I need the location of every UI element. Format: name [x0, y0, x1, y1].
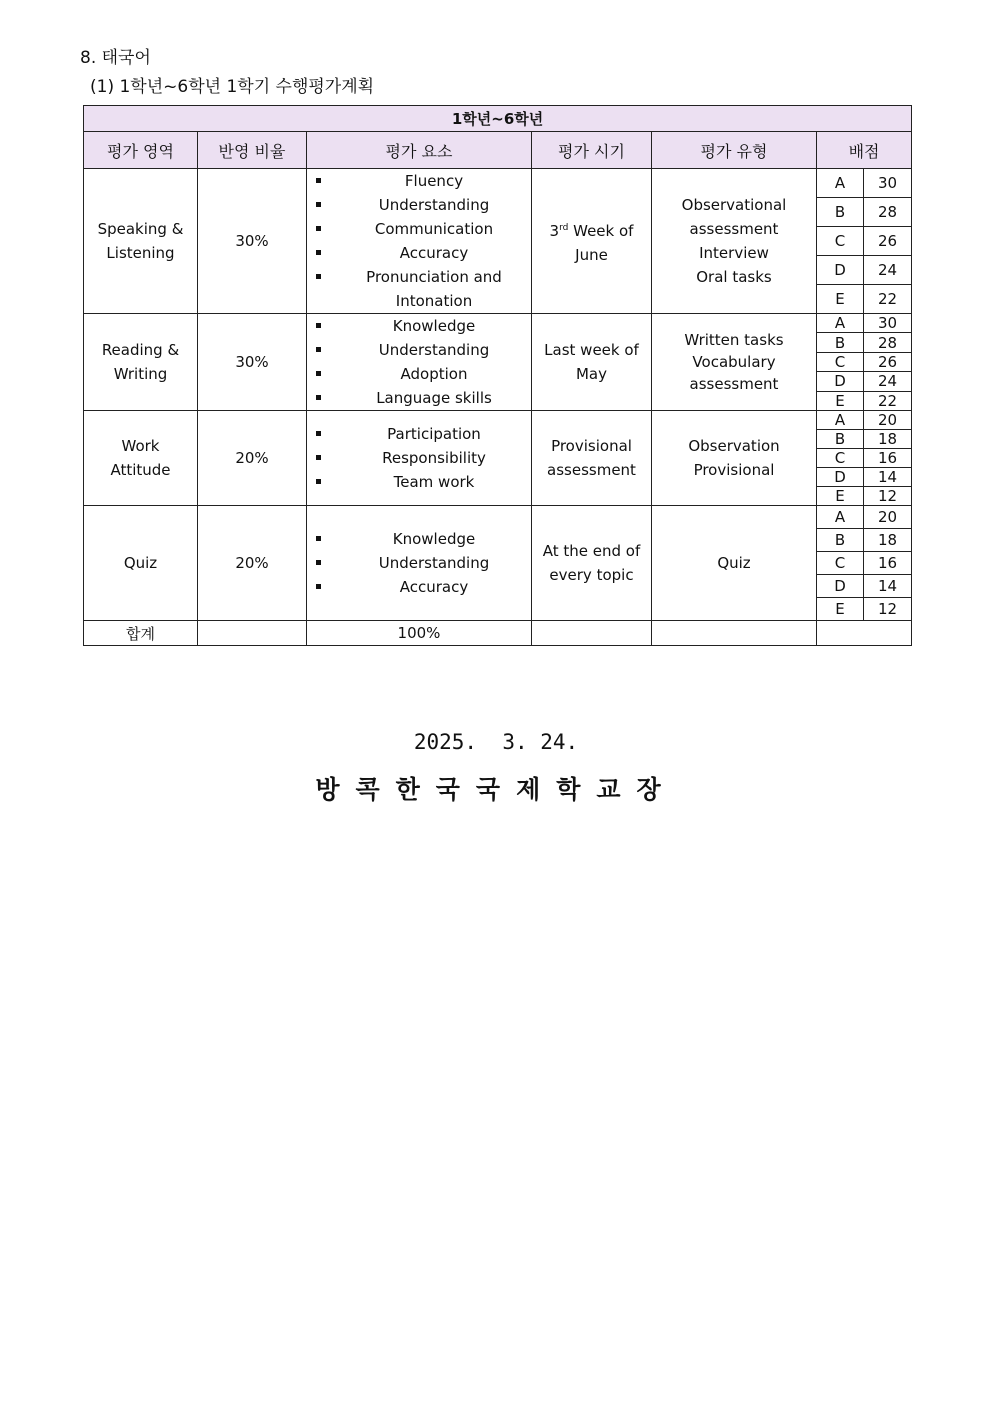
signer-title: 방콕한국국제학교장 — [315, 775, 677, 804]
grade-letter: E — [817, 598, 864, 621]
type-line: Observation — [688, 437, 780, 455]
type-line: assessment — [689, 220, 779, 238]
grade-letter: B — [817, 529, 864, 552]
grade-letter: A — [817, 411, 864, 430]
elements-cell — [307, 506, 532, 621]
grade-letter: E — [817, 285, 864, 314]
type-cell — [652, 314, 817, 411]
element-list — [307, 422, 531, 494]
type-line: Written tasks — [684, 331, 784, 349]
header-ratio: 반영 비율 — [198, 132, 307, 169]
ratio-cell: 20% — [198, 506, 307, 621]
grade-score: 16 — [864, 552, 912, 575]
list-item: Adoption — [337, 362, 531, 386]
list-item: Understanding — [337, 551, 531, 575]
table-row — [84, 314, 912, 333]
element-list — [307, 314, 531, 410]
list-item: Communication — [337, 217, 531, 241]
area-cell: Speaking & Listening — [84, 169, 198, 314]
grade-score: 18 — [864, 529, 912, 552]
period-cell — [532, 169, 652, 314]
total-empty — [532, 621, 652, 646]
grade-score: 24 — [864, 256, 912, 285]
list-item: Responsibility — [337, 446, 531, 470]
area-line: Attitude — [110, 461, 171, 479]
list-item: Participation — [337, 422, 531, 446]
grade-letter: D — [817, 575, 864, 598]
grade-letter: A — [817, 169, 864, 198]
list-item: Fluency — [337, 169, 531, 193]
table-row — [84, 506, 912, 529]
grade-score: 22 — [864, 391, 912, 410]
grade-score: 14 — [864, 575, 912, 598]
period-cell: Provisional assessment — [532, 411, 652, 506]
grade-score: 22 — [864, 285, 912, 314]
grade-letter: C — [817, 449, 864, 468]
table-banner: 1학년~6학년 — [84, 106, 912, 132]
table-row — [84, 169, 912, 198]
list-item: Knowledge — [337, 527, 531, 551]
grade-letter: B — [817, 430, 864, 449]
assessment-plan-table — [83, 105, 912, 646]
period-text: 3 — [549, 221, 560, 240]
area-cell: Quiz — [84, 506, 198, 621]
list-item: Knowledge — [337, 314, 531, 338]
period-ordinal: rd — [559, 222, 569, 233]
list-item: Understanding — [337, 338, 531, 362]
period-cell: Last week of May — [532, 314, 652, 411]
grade-letter: D — [817, 468, 864, 487]
elements-cell — [307, 314, 532, 411]
grade-letter: C — [817, 552, 864, 575]
list-item: Accuracy — [337, 575, 531, 599]
ratio-cell: 20% — [198, 411, 307, 506]
header-area: 평가 영역 — [84, 132, 198, 169]
grade-letter: B — [817, 333, 864, 352]
document-date: 2025. 3. 24. — [413, 730, 579, 754]
header-type: 평가 유형 — [652, 132, 817, 169]
sub-title: (1) 1학년~6학년 1학기 수행평가계획 — [90, 77, 375, 97]
header-score: 배점 — [817, 132, 912, 169]
grade-score: 26 — [864, 227, 912, 256]
ratio-cell: 30% — [198, 314, 307, 411]
element-list — [307, 527, 531, 599]
period-text: Week of June — [568, 221, 634, 264]
grade-score: 20 — [864, 506, 912, 529]
total-empty — [198, 621, 307, 646]
elements-cell — [307, 169, 532, 314]
list-item: Accuracy — [337, 241, 531, 265]
grade-score: 24 — [864, 372, 912, 391]
type-line: Vocabulary assessment — [689, 353, 779, 393]
grade-score: 26 — [864, 352, 912, 371]
grade-score: 30 — [864, 314, 912, 333]
grade-letter: C — [817, 352, 864, 371]
header-elements: 평가 요소 — [307, 132, 532, 169]
type-cell — [652, 169, 817, 314]
table-banner-row — [84, 106, 912, 132]
grade-letter: E — [817, 391, 864, 410]
type-line: Provisional — [693, 461, 775, 479]
grade-score: 18 — [864, 430, 912, 449]
section-title: 8. 태국어 — [80, 48, 151, 68]
grade-score: 14 — [864, 468, 912, 487]
header-period: 평가 시기 — [532, 132, 652, 169]
type-line: Observational — [681, 196, 787, 214]
list-item: Team work — [337, 470, 531, 494]
total-value: 100% — [307, 621, 532, 646]
grade-letter: E — [817, 487, 864, 506]
grade-score: 16 — [864, 449, 912, 468]
ratio-cell: 30% — [198, 169, 307, 314]
type-line: Interview — [699, 244, 769, 262]
list-item: Pronunciation and Intonation — [337, 265, 531, 313]
table-row — [84, 411, 912, 430]
type-cell: Quiz — [652, 506, 817, 621]
total-empty — [652, 621, 817, 646]
area-cell: Reading & Writing — [84, 314, 198, 411]
grade-score: 12 — [864, 487, 912, 506]
area-line: Work — [121, 437, 160, 455]
grade-letter: A — [817, 506, 864, 529]
area-cell — [84, 411, 198, 506]
table-header-row — [84, 132, 912, 169]
grade-letter: A — [817, 314, 864, 333]
grade-score: 28 — [864, 333, 912, 352]
grade-score: 20 — [864, 411, 912, 430]
element-list — [307, 169, 531, 313]
grade-score: 28 — [864, 198, 912, 227]
total-row — [84, 621, 912, 646]
grade-score: 12 — [864, 598, 912, 621]
grade-letter: D — [817, 256, 864, 285]
total-label: 합계 — [84, 621, 198, 646]
list-item: Understanding — [337, 193, 531, 217]
grade-letter: C — [817, 227, 864, 256]
period-cell: At the end of every topic — [532, 506, 652, 621]
type-cell — [652, 411, 817, 506]
grade-letter: B — [817, 198, 864, 227]
grade-score: 30 — [864, 169, 912, 198]
grade-letter: D — [817, 372, 864, 391]
list-item: Language skills — [337, 386, 531, 410]
total-empty — [817, 621, 912, 646]
elements-cell — [307, 411, 532, 506]
type-line: Oral tasks — [696, 268, 772, 286]
